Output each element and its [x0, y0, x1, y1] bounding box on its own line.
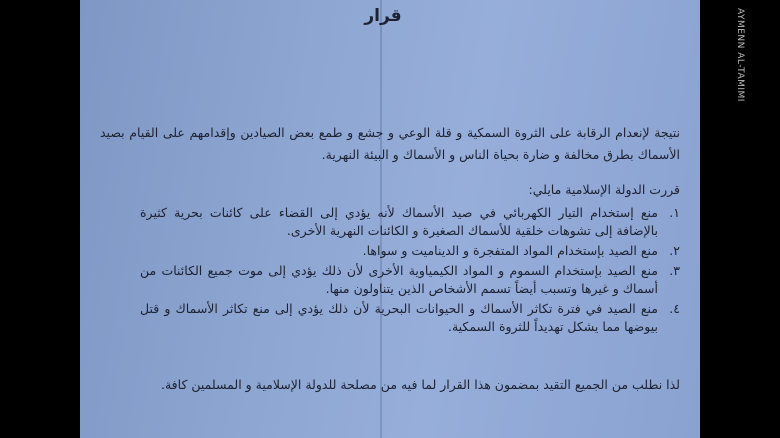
list-item — [100, 262, 680, 298]
document-body — [98, 0, 688, 438]
item-text: منع الصيد بإستخدام المواد المتفجرة و الديناميت و سواها. — [362, 243, 658, 258]
item-number: ٢. — [669, 243, 680, 258]
credit-watermark — [702, 0, 778, 438]
document-paper — [80, 0, 700, 438]
item-text: منع الصيد في فترة تكاثر الأسماك و الحيوانات البحرية لأن ذلك يؤدي إلى منع تكاثر الأسماك و قتل بيوضها مما يشكل تهديداً للثروة السمكية. — [140, 301, 658, 334]
list-item — [100, 242, 680, 260]
list-item — [100, 300, 680, 336]
decision-heading: قررت الدولة الإسلامية مايلي: — [528, 182, 680, 197]
intro-paragraph: نتيجة لإنعدام الرقابة على الثروة السمكية و قلة الوعي و جشع و طمع بعض الصيادين وإقدامهم على القيام بصيد الأسماك بطرق مخالفة و ضارة بحياة الناس و الأسماك و البيئة النهرية. — [100, 125, 680, 162]
item-number: ٤. — [669, 301, 680, 316]
item-text: منع الصيد بإستخدام السموم و المواد الكيمياوية الأخرى لأن ذلك يؤدي إلى موت جميع الكائنات من أسماك و غيرها وتسبب أيضاً تسمم الأشخاص الذين يتناولون منها. — [140, 263, 658, 296]
list-item — [100, 204, 680, 240]
item-text: منع إستخدام التيار الكهربائي في صيد الأسماك لأنه يؤدي إلى القضاء على كائنات بحرية كثيرة بالإضافة إلى تشوهات خلقية للأسماك الصغيرة و الكائنات النهرية الأخرى. — [140, 205, 658, 238]
watermark-text: AYMENN AL-TAMIMI — [735, 8, 745, 102]
document-title: قرار — [364, 6, 402, 26]
item-number: ٣. — [669, 263, 680, 278]
decision-list — [100, 204, 680, 338]
item-number: ١. — [669, 205, 680, 220]
closing-paragraph: لذا نطلب من الجميع التقيد بمضمون هذا القرار لما فيه من مصلحة للدولة الإسلامية و المسلمين كافة. — [161, 377, 680, 392]
